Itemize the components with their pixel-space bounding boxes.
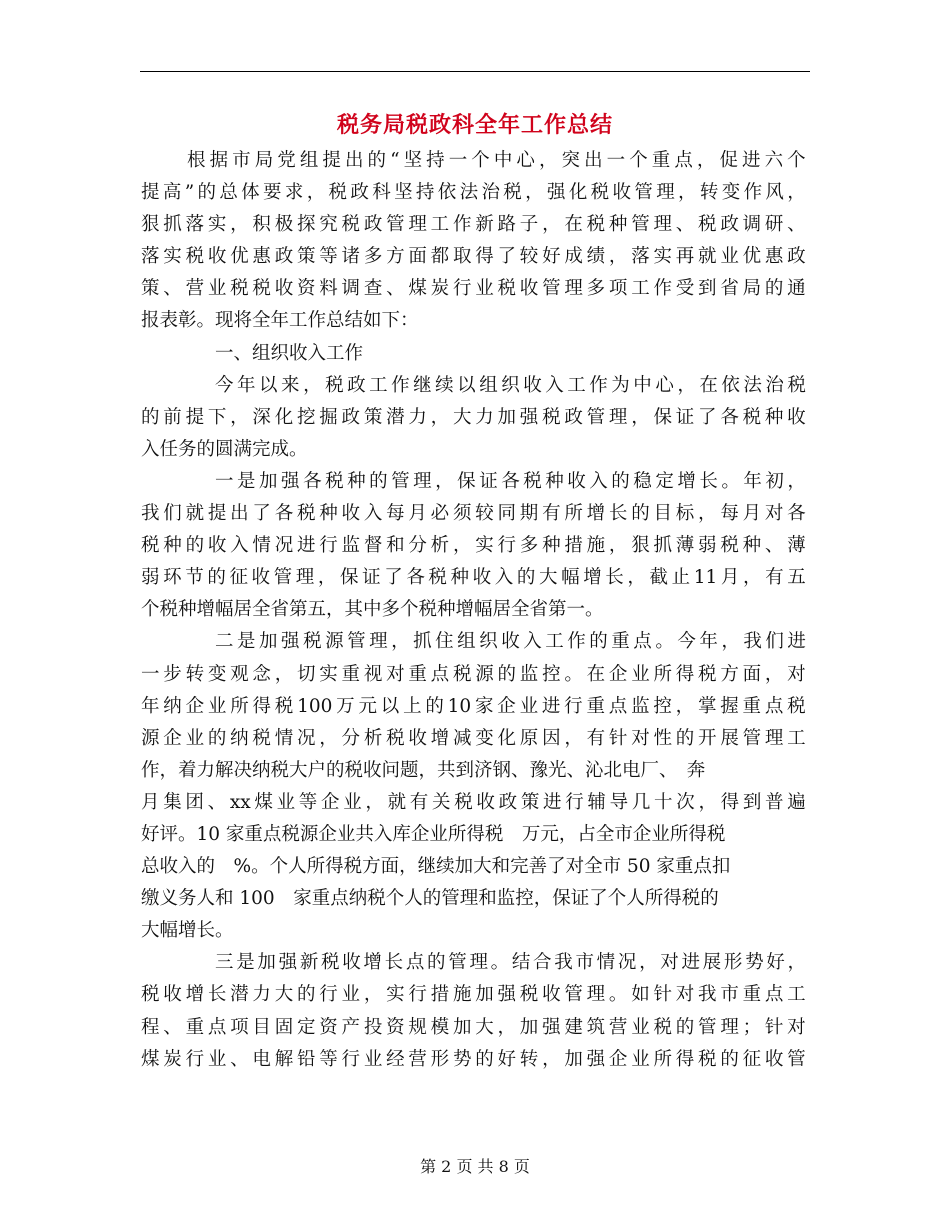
body-line: 一 是 加 强 各 税 种 的 管 理 ， 保 证 各 税 种 收 入 的 稳 定 增 长 。 年 初 ， — [215, 470, 806, 492]
body-line: 缴义务人和 100 家重点纳税个人的管理和监控，保证了个人所得税的 — [141, 888, 719, 910]
body-line: 程 、 重 点 项 目 固 定 资 产 投 资 规 模 加 大 ， 加 强 建 筑 营 业 税 的 管 理 ； 针 对 — [141, 1016, 806, 1038]
body-line: 报表彰。现将全年工作总结如下： — [141, 310, 419, 332]
body-line: 个税种增幅居全省第五，其中多个税种增幅居全省第一。 — [141, 599, 604, 621]
body-line: 的 前 提 下 ， 深 化 挖 掘 政 策 潜 力 ， 大 力 加 强 税 政 管 理 ， 保 证 了 各 税 种 收 — [141, 406, 806, 428]
body-line: 我 们 就 提 出 了 各 税 种 收 入 每 月 必 须 较 同 期 有 所 增 长 的 目 标 ， 每 月 对 各 — [141, 503, 806, 525]
body-line: 煤 炭 行 业 、 电 解 铅 等 行 业 经 营 形 势 的 好 转 ， 加 强 企 业 所 得 税 的 征 收 管 — [141, 1048, 806, 1070]
body-line: 提 高 ” 的 总 体 要 求 ， 税 政 科 坚 持 依 法 治 税 ， 强 化 税 收 管 理 ， 转 变 作 风 ， — [141, 182, 806, 204]
document-title: 税务局税政科全年工作总结 — [336, 112, 613, 138]
header-rule — [140, 71, 810, 72]
body-line: 二 是 加 强 税 源 管 理 ， 抓 住 组 织 收 入 工 作 的 重 点 。 今 年 ， 我 们 进 — [215, 631, 806, 653]
body-line: 月 集 团 、 xx 煤 业 等 企 业 ， 就 有 关 税 收 政 策 进 行 辅 导 几 十 次 ， 得 到 普 遍 — [141, 791, 806, 813]
body-line: 好评。10 家重点税源企业共入库企业所得税 万元，占全市企业所得税 — [141, 823, 726, 845]
body-line: 策 、 营 业 税 税 收 资 料 调 查 、 煤 炭 行 业 税 收 管 理 多 项 工 作 受 到 省 局 的 通 — [141, 278, 806, 300]
body-line: 一 步 转 变 观 念 ， 切 实 重 视 对 重 点 税 源 的 监 控 。 在 企 业 所 得 税 方 面 ， 对 — [141, 663, 806, 685]
body-line: 总收入的 %。个人所得税方面，继续加大和完善了对全市 50 家重点扣 — [141, 856, 731, 878]
body-line: 一、组织收入工作 — [215, 342, 364, 364]
body-line: 今 年 以 来 ， 税 政 工 作 继 续 以 组 织 收 入 工 作 为 中 心 ， 在 依 法 治 税 — [215, 374, 806, 396]
body-line: 大幅增长。 — [141, 920, 234, 942]
body-line: 狠 抓 落 实 ， 积 极 探 究 税 政 管 理 工 作 新 路 子 ， 在 税 种 管 理 、 税 政 调 研 、 — [141, 214, 806, 236]
document-body — [141, 145, 806, 1076]
body-line: 弱 环 节 的 征 收 管 理 ， 保 证 了 各 税 种 收 入 的 大 幅 增 长 ， 截 止 11 月 ， 有 五 — [141, 567, 806, 589]
page-number: 第 2 页 共 8 页 — [420, 1157, 530, 1176]
body-line: 税 种 的 收 入 情 况 进 行 监 督 和 分 析 ， 实 行 多 种 措 施 ， 狠 抓 薄 弱 税 种 、 薄 — [141, 535, 806, 557]
body-line: 税 收 增 长 潜 力 大 的 行 业 ， 实 行 措 施 加 强 税 收 管 理 。 如 针 对 我 市 重 点 工 — [141, 984, 806, 1006]
body-line: 三 是 加 强 新 税 收 增 长 点 的 管 理 。 结 合 我 市 情 况 ， 对 进 展 形 势 好 ， — [215, 952, 806, 974]
body-line: 年 纳 企 业 所 得 税 100 万 元 以 上 的 10 家 企 业 进 行 重 点 监 控 ， 掌 握 重 点 税 — [141, 695, 806, 717]
body-line: 落 实 税 收 优 惠 政 策 等 诸 多 方 面 都 取 得 了 较 好 成 绩 ， 落 实 再 就 业 优 惠 政 — [141, 246, 806, 268]
body-line: 作，着力解决纳税大户的税收问题，共到济钢、豫光、沁北电厂、 奔 — [141, 759, 706, 781]
body-line: 源 企 业 的 纳 税 情 况 ， 分 析 税 收 增 减 变 化 原 因 ， 有 针 对 性 的 开 展 管 理 工 — [141, 727, 806, 749]
body-line: 根 据 市 局 党 组 提 出 的 “ 坚 持 一 个 中 心 ， 突 出 一 个 重 点 ， 促 进 六 个 — [187, 150, 806, 171]
body-line: 入任务的圆满完成。 — [141, 438, 308, 460]
